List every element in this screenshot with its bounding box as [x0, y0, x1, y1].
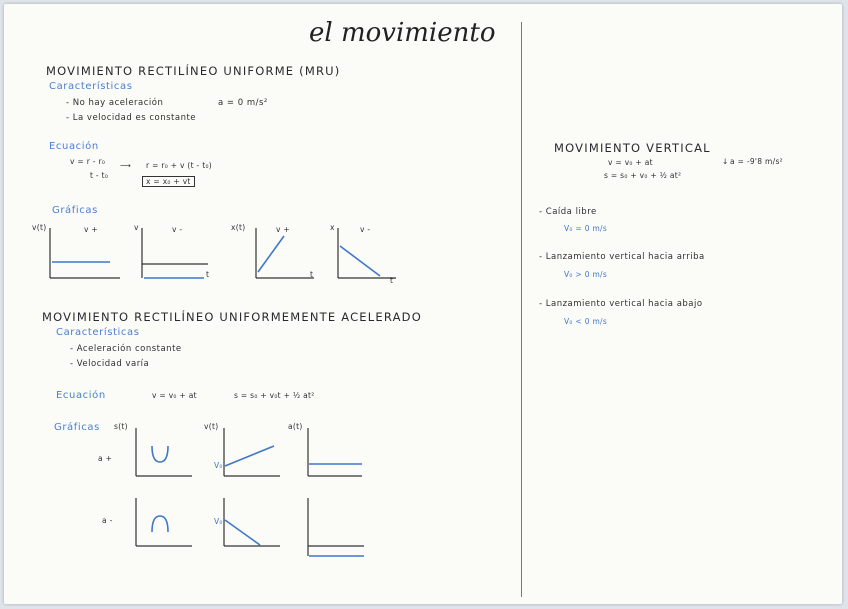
mrua-col-label-acceleration: a(t): [288, 422, 303, 431]
mrua-eq-s: s = s₀ + v₀t + ½ at²: [234, 391, 315, 400]
mru-graph-2-ylabel: v: [134, 223, 139, 232]
mrua-graph-acceleration-a-negative: [306, 498, 368, 558]
mrua-graph-position-a-positive: [134, 428, 196, 480]
vertical-item-2-cond: V₀ > 0 m/s: [564, 270, 608, 279]
notebook-page: [4, 4, 842, 604]
mrua-v0-label-2: V₀: [214, 517, 223, 526]
mru-acceleration: a = 0 m/s²: [218, 98, 268, 108]
mru-characteristic-2: - La velocidad es constante: [66, 113, 197, 123]
mrua-caracteristicas-label: Características: [56, 327, 140, 338]
position-line: [258, 236, 284, 272]
mru-caracteristicas-label: Características: [49, 81, 133, 92]
mru-graph-4-sign: v -: [360, 225, 371, 234]
mru-heading: MOVIMIENTO RECTILÍNEO UNIFORME (MRU): [46, 64, 341, 78]
mrua-graficas-label: Gráficas: [54, 422, 100, 433]
mru-graph-3-sign: v +: [276, 225, 291, 234]
mru-graph-velocity-positive: [48, 228, 128, 283]
mrua-v0-label-1: V₀: [214, 461, 223, 470]
mrua-characteristic-2: - Velocidad varía: [70, 359, 150, 369]
mru-graph-4-ylabel: x: [330, 223, 335, 232]
mrua-graph-position-a-negative: [134, 498, 196, 550]
down-arrow-icon: ↓: [722, 157, 729, 166]
vertical-item-3-label: - Lanzamiento vertical hacia abajo: [539, 299, 703, 309]
mrua-characteristic-1: - Aceleración constante: [70, 344, 182, 354]
mru-graph-2-sign: v -: [172, 225, 183, 234]
mrua-heading: MOVIMIENTO RECTILÍNEO UNIFORMEMENTE ACELERADO: [42, 310, 422, 324]
position-line: [340, 246, 380, 276]
vertical-gravity: a = -9'8 m/s²: [730, 157, 783, 166]
mrua-graph-acceleration-a-positive: [306, 428, 368, 480]
mrua-row-label-positive: a +: [98, 454, 113, 463]
velocity-line: [225, 520, 260, 545]
mrua-ecuacion-label: Ecuación: [56, 390, 106, 401]
mru-eq-v-denominator: t - t₀: [90, 171, 109, 180]
velocity-line: [225, 446, 274, 466]
vertical-item-3-cond: V₀ < 0 m/s: [564, 317, 608, 326]
mru-eq-v-numerator: v = r - r₀: [70, 157, 106, 166]
mru-graph-1-ylabel: v(t): [32, 223, 47, 232]
mru-eq-r: r = r₀ + v (t - t₀): [146, 161, 213, 170]
mru-graph-3-ylabel: x(t): [231, 223, 246, 232]
parabola-down: [152, 516, 168, 532]
vertical-item-1-cond: V₀ = 0 m/s: [564, 224, 608, 233]
vertical-item-1-label: - Caída libre: [539, 207, 597, 217]
mru-ecuacion-label: Ecuación: [49, 141, 99, 152]
page-title: el movimiento: [309, 18, 496, 48]
mrua-row-label-negative: a -: [102, 516, 113, 525]
parabola-up: [152, 446, 168, 462]
mru-graph-4-xlabel: t: [390, 276, 394, 285]
mrua-eq-v: v = v₀ + at: [152, 391, 197, 400]
vertical-eq-s: s = s₀ + v₀ + ½ at²: [604, 171, 682, 180]
mrua-col-label-position: s(t): [114, 422, 128, 431]
mru-graficas-label: Gráficas: [52, 205, 98, 216]
mru-graph-position-positive: [254, 228, 324, 283]
mrua-graph-velocity-a-positive: [222, 428, 284, 480]
mrua-col-label-velocity: v(t): [204, 422, 219, 431]
mru-characteristic-1: - No hay aceleración: [66, 98, 164, 108]
mru-graph-2-xlabel: t: [206, 270, 210, 279]
mrua-graph-velocity-a-negative: [222, 498, 284, 550]
vertical-item-2-label: - Lanzamiento vertical hacia arriba: [539, 252, 705, 262]
vertical-heading: MOVIMIENTO VERTICAL: [554, 141, 711, 155]
column-divider: [521, 22, 522, 597]
mru-eq-boxed: x = x₀ + vt: [142, 176, 195, 187]
mru-graph-3-xlabel: t: [310, 270, 314, 279]
mru-graph-1-sign: v +: [84, 225, 99, 234]
mru-graph-position-negative: [336, 228, 406, 283]
vertical-eq-v: v = v₀ + at: [608, 158, 653, 167]
arrow-right-icon: ⟶: [120, 161, 132, 170]
